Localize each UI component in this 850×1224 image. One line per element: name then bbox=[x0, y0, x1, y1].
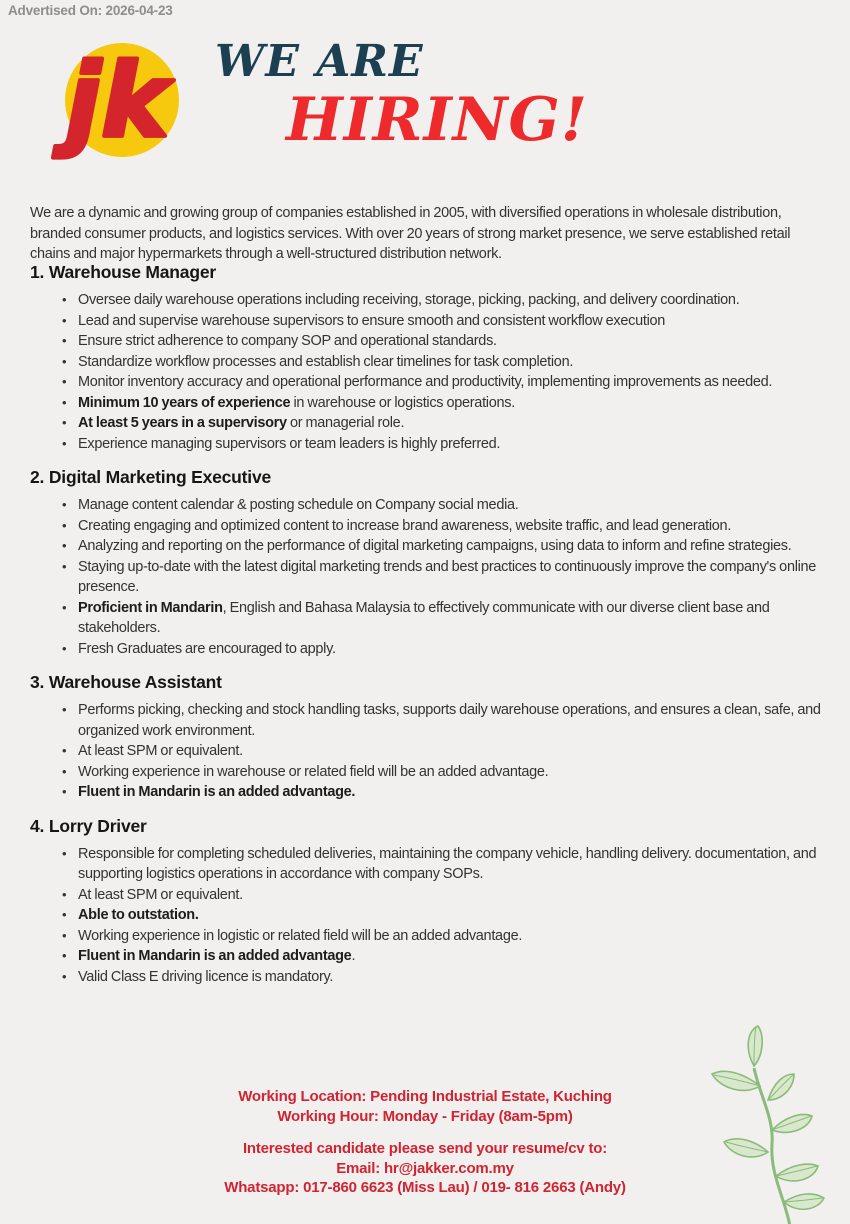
job-requirement-item: • Able to outstation. bbox=[62, 905, 830, 926]
job-requirement-item: • Performs picking, checking and stock handling tasks, supports daily warehouse operations, and ensures a clean, safe, and organized work environment. bbox=[62, 700, 830, 741]
job-requirement-item: • At least 5 years in a supervisory or managerial role. bbox=[62, 413, 830, 434]
job-requirements-list bbox=[30, 844, 830, 988]
job-requirements-list bbox=[30, 700, 830, 803]
job-requirement-item: • Proficient in Mandarin, English and Bahasa Malaysia to effectively communicate with our diverse client base and stakeholders. bbox=[62, 598, 830, 639]
job-listings bbox=[30, 262, 830, 1000]
company-logo bbox=[42, 30, 197, 170]
headline-hiring: HIRING! bbox=[286, 85, 589, 155]
advertised-on-date: Advertised On: 2026-04-23 bbox=[8, 3, 173, 18]
job-requirement-item: • Fluent in Mandarin is an added advantage. bbox=[62, 782, 830, 803]
working-location: Working Location: Pending Industrial Estate, Kuching bbox=[238, 1088, 612, 1105]
job-requirement-item: • Manage content calendar & posting schedule on Company social media. bbox=[62, 495, 830, 516]
job-requirement-item: • Valid Class E driving licence is mandatory. bbox=[62, 967, 830, 988]
job-requirement-item: • Oversee daily warehouse operations including receiving, storage, picking, packing, and delivery coordination. bbox=[62, 290, 830, 311]
job-requirement-item: • Minimum 10 years of experience in warehouse or logistics operations. bbox=[62, 393, 830, 414]
working-hour: Working Hour: Monday - Friday (8am-5pm) bbox=[277, 1107, 573, 1125]
job-requirement-item: • Experience managing supervisors or team leaders is highly preferred. bbox=[62, 434, 830, 455]
job-requirements-list bbox=[30, 290, 830, 454]
job-requirement-item: • Monitor inventory accuracy and operational performance and productivity, implementing improvements as needed. bbox=[62, 372, 830, 393]
job-requirement-item: • Ensure strict adherence to company SOP and operational standards. bbox=[62, 331, 830, 352]
job-title: 1. Warehouse Manager bbox=[30, 262, 216, 282]
job-title: 2. Digital Marketing Executive bbox=[30, 467, 272, 487]
job-section bbox=[30, 816, 830, 988]
company-intro: We are a dynamic and growing group of companies established in 2005, with diversified operations in wholesale distribution, branded consumer products, and logistics services. With over 20 years of strong market presence, we serve established retail chains and major hypermarkets through a well-structured distribution network. bbox=[30, 205, 791, 262]
apply-email: Email: hr@jakker.com.my bbox=[336, 1159, 514, 1177]
leaf-branch-icon bbox=[690, 1024, 850, 1224]
job-requirement-item: • Creating engaging and optimized content to increase brand awareness, website traffic, and lead generation. bbox=[62, 516, 830, 537]
job-requirement-item: • Analyzing and reporting on the performance of digital marketing campaigns, using data to inform and refine strategies. bbox=[62, 536, 830, 557]
job-section bbox=[30, 467, 830, 659]
jk-logo-icon bbox=[42, 30, 197, 170]
job-title: 4. Lorry Driver bbox=[30, 815, 147, 836]
job-section bbox=[30, 262, 830, 454]
job-requirement-item: • Working experience in logistic or related field will be an added advantage. bbox=[62, 926, 830, 947]
svg-text:jk: jk bbox=[66, 42, 169, 161]
headline-we-are: WE ARE bbox=[215, 36, 424, 87]
job-requirement-item: • At least SPM or equivalent. bbox=[62, 741, 830, 762]
job-requirement-item: • Staying up-to-date with the latest digital marketing trends and best practices to continuously improve the company's online presence. bbox=[62, 557, 830, 598]
job-requirement-item: • At least SPM or equivalent. bbox=[62, 885, 830, 906]
job-title: 3. Warehouse Assistant bbox=[30, 672, 222, 692]
job-requirements-list bbox=[30, 495, 830, 659]
job-requirement-item: • Working experience in warehouse or related field will be an added advantage. bbox=[62, 762, 830, 783]
apply-cta: Interested candidate please send your resume/cv to: bbox=[242, 1140, 608, 1157]
job-requirement-item: • Fluent in Mandarin is an added advantage. bbox=[62, 946, 830, 967]
job-requirement-item: • Lead and supervise warehouse supervisors to ensure smooth and consistent workflow execution bbox=[62, 311, 830, 332]
job-requirement-item: • Fresh Graduates are encouraged to apply. bbox=[62, 639, 830, 660]
job-section bbox=[30, 672, 830, 803]
job-requirement-item: • Standardize workflow processes and establish clear timelines for task completion. bbox=[62, 352, 830, 373]
apply-whatsapp: Whatsapp: 017-860 6623 (Miss Lau) / 019- 816 2663 (Andy) bbox=[224, 1179, 626, 1196]
job-requirement-item: • Responsible for completing scheduled deliveries, maintaining the company vehicle, handling delivery. documentation, and supporting logistics operations in accordance with company SOPs. bbox=[62, 844, 830, 885]
